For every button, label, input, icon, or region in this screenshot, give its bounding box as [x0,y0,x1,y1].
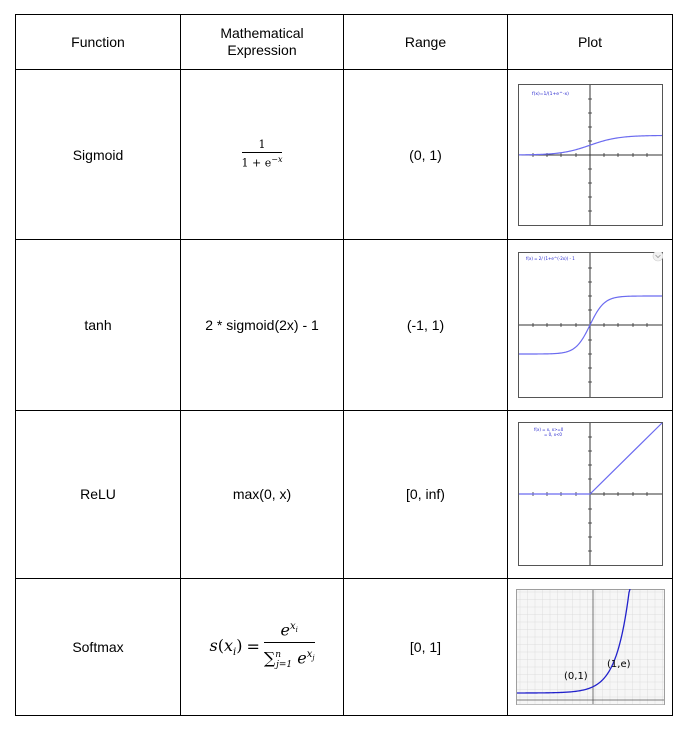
softmax-sum-sup: n [275,649,282,660]
softmax-den-exp-sub: j [312,653,315,662]
relu-expression: max(0, x) [232,486,292,503]
header-range [344,15,508,70]
cell-plot-sigmoid [508,70,673,240]
softmax-numerator [264,618,315,642]
softmax-den-sup [307,649,315,660]
softmax-equals: = [246,637,260,657]
header-range-label: Range [404,34,447,51]
cell-range-sigmoid [344,70,508,240]
cell-expression-tanh [181,240,344,410]
cell-function-sigmoid [16,70,181,240]
cell-range-softmax [344,578,508,715]
softmax-den-base: e [297,648,307,668]
function-name: Softmax [72,638,124,655]
softmax-sum-sign: ∑ [263,648,276,668]
cell-function-relu [16,410,181,578]
softmax-point-label: (1,e) [606,658,630,670]
sigmoid-numerator: 1 [242,139,283,153]
relu-formula-label-1: f(x) = x, x>=0 [533,427,563,433]
sigmoid-formula [242,139,283,170]
table-header-row [16,15,673,70]
header-expression-line2: Expression [227,42,297,59]
softmax-lhs-arg: x [223,635,233,655]
tanh-plot [518,252,663,398]
cell-plot-relu [508,410,673,578]
relu-plot [518,422,663,566]
header-expression-line1: Mathematical [220,25,304,42]
softmax-num-base: e [280,620,290,640]
range-value: (-1, 1) [406,316,445,333]
header-function-label: Function [71,34,125,51]
cell-expression-sigmoid [181,70,344,240]
cell-expression-relu [181,410,344,578]
tanh-formula-label: f(x) = 2/ (1+e^(-2x)) - 1 [525,255,575,261]
cell-range-tanh [344,240,508,410]
function-name: Sigmoid [72,146,124,163]
softmax-origin-label: (0,1) [563,670,588,682]
range-value: (0, 1) [409,146,442,163]
table-row [16,240,673,410]
header-expression [181,15,344,70]
range-value: [0, 1] [409,638,442,655]
cell-function-softmax [16,578,181,715]
sigmoid-denominator-exp: −x [271,155,283,165]
activation-functions-table [15,14,673,716]
softmax-lhs: $s(x_i)$ [209,635,243,658]
table-row [16,70,673,240]
sigmoid-formula-label: f(x)=1/(1+e^-x) [531,91,569,97]
table-row [16,578,673,715]
cell-range-relu [344,410,508,578]
tanh-expression: 2 * sigmoid(2x) - 1 [205,316,319,333]
softmax-num-sup [289,621,298,635]
header-plot-label: Plot [577,34,603,51]
cell-plot-softmax [508,578,673,715]
header-function [16,15,181,70]
softmax-lhs-fn: s [209,635,218,655]
cell-expression-softmax [181,578,344,715]
softmax-num-exp: x [289,621,296,633]
softmax-formula [209,618,314,675]
softmax-sum-sub: j=1 [276,660,293,671]
cell-plot-tanh [508,240,673,410]
dropdown-icon [653,252,663,261]
range-value: [0, inf) [406,486,445,503]
softmax-lhs-sub: i [232,646,237,658]
relu-formula-label-2: = 0, x<0 [543,432,562,438]
softmax-num-exp-sub: i [295,626,298,635]
softmax-denominator [264,643,315,676]
cell-function-tanh [16,240,181,410]
sigmoid-denominator-base: 1 + e [241,157,272,171]
header-plot [508,15,673,70]
softmax-plot [516,589,665,705]
table-row [16,410,673,578]
function-name: tanh [84,316,112,333]
softmax-den-exp: x [306,648,313,660]
sigmoid-plot [518,84,663,226]
sigmoid-denominator [242,153,283,170]
softmax-fraction [264,618,315,675]
function-name: ReLU [80,486,116,503]
